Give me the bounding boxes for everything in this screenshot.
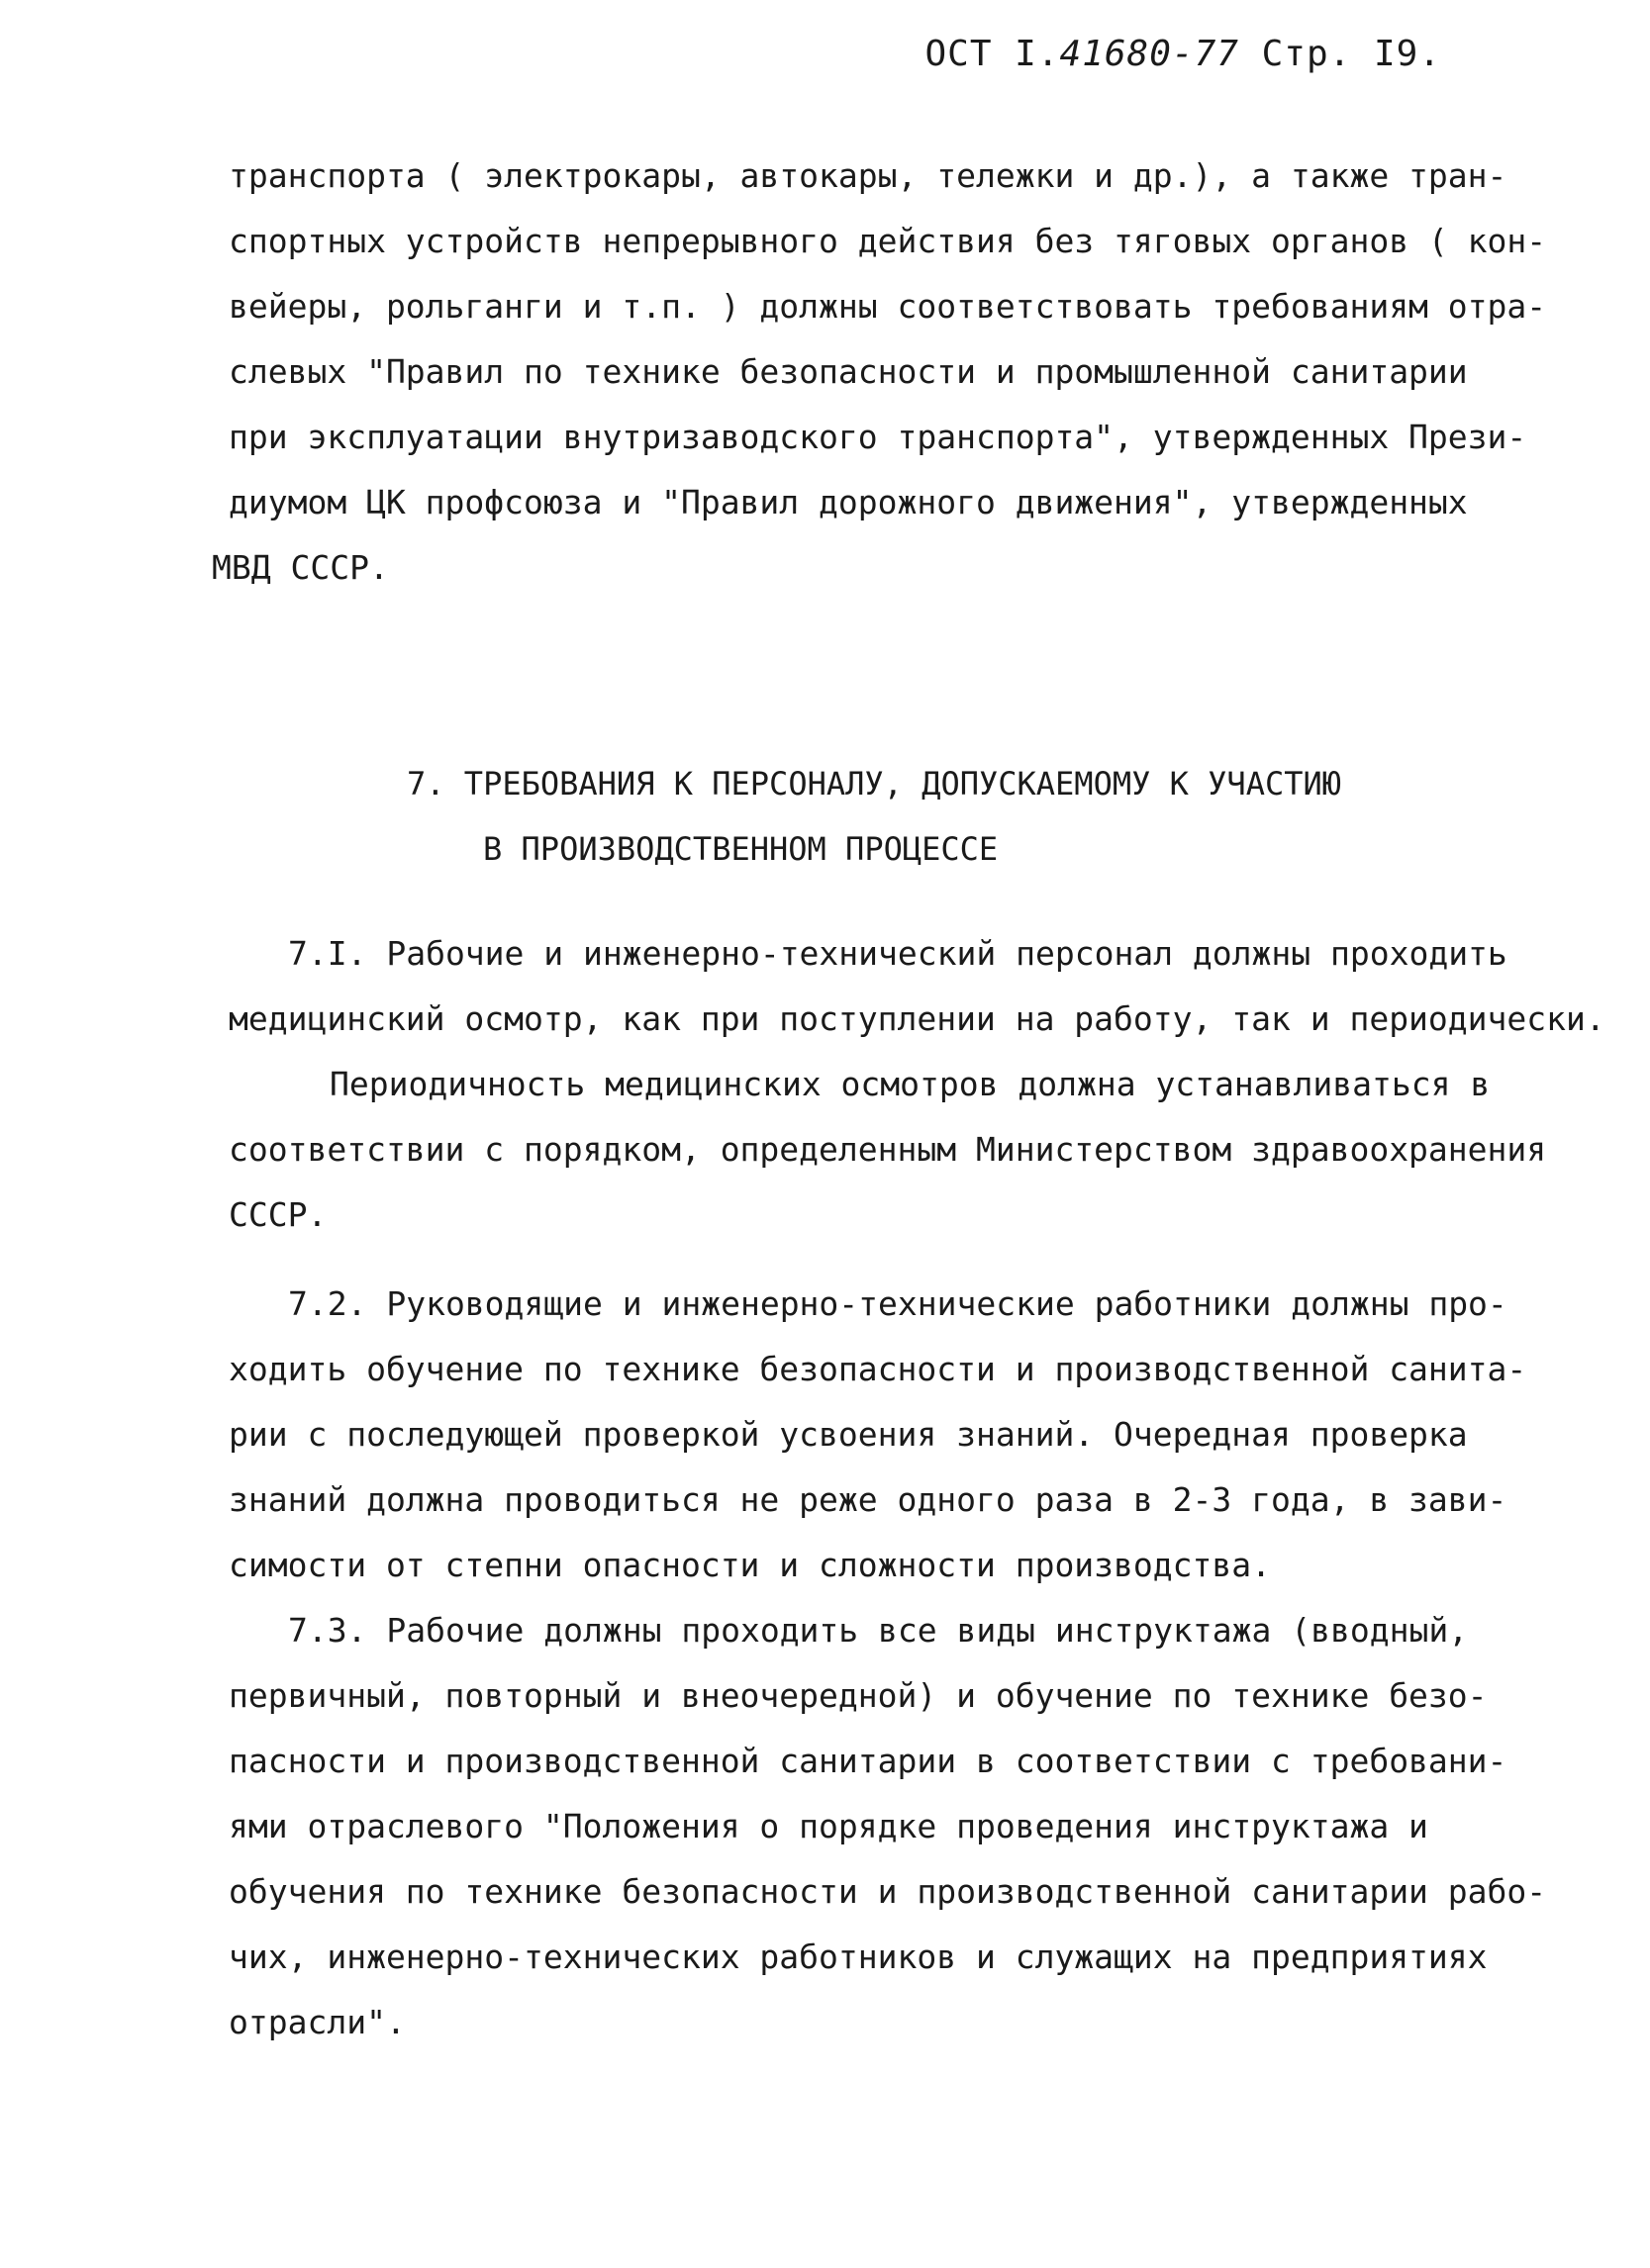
text-line: транспорта ( электрокары, автокары, тележки и др.), а также тран- [229,156,1507,195]
text-line: отрасли". [229,2003,406,2041]
section-title-line: 7. ТРЕБОВАНИЯ К ПЕРСОНАЛУ, ДОПУСКАЕМОМУ К УЧАСТИЮ [407,765,1342,803]
text-line: рии с последующей проверкой усвоения знаний. Очередная проверка [229,1415,1468,1454]
text-line: 7.I. Рабочие и инженерно-технический персонал должны проходить [288,934,1507,973]
text-line: чих, инженерно-технических работников и служащих на предприятиях [229,1937,1488,1976]
text-line: 7.3. Рабочие должны проходить все виды инструктажа (вводный, [288,1611,1469,1650]
text-line: МВД СССР. [212,548,389,587]
text-line: симости от степни опасности и сложности производства. [229,1546,1271,1584]
page-number: Стр. I9. [1238,34,1441,74]
text-line: при эксплуатации внутризаводского транспорта", утвержденных Прези- [229,418,1527,456]
text-line: Периодичность медицинских осмотров должна устанавливаться в [330,1065,1491,1103]
text-line: медицинский осмотр, как при поступлении на работу, так и периодически. [229,999,1605,1038]
text-line: обучения по технике безопасности и производственной санитарии рабо- [229,1872,1547,1911]
page-header [924,34,1441,74]
text-line: ями отраслевого "Положения о порядке проведения инструктажа и [229,1807,1428,1845]
text-line: вейеры, рольганги и т.п. ) должны соответствовать требованиям отра- [229,287,1547,326]
standard-number: 41680-77 [1059,34,1239,74]
text-line: 7.2. Руководящие и инженерно-технические работники должны про- [288,1284,1507,1323]
text-line: ходить обучение по технике безопасности и производственной санита- [229,1350,1527,1388]
text-line: слевых "Правил по технике безопасности и промышленной санитарии [229,352,1468,391]
section-title-line: В ПРОИЗВОДСТВЕННОМ ПРОЦЕССЕ [483,830,999,868]
text-line: знаний должна проводиться не реже одного раза в 2-3 года, в зави- [229,1480,1507,1519]
text-line: диумом ЦК профсоюза и "Правил дорожного движения", утвержденных [229,483,1468,521]
text-line: СССР. [229,1195,328,1234]
text-line: первичный, повторный и внеочередной) и обучение по технике безо- [229,1676,1488,1715]
text-line: соответствии с порядком, определенным Министерством здравоохранения [229,1130,1547,1169]
text-line: пасности и производственной санитарии в соответствии с требовани- [229,1742,1507,1780]
standard-prefix: ОСТ I. [924,34,1060,74]
text-line: спортных устройств непрерывного действия без тяговых органов ( кон- [229,222,1547,260]
